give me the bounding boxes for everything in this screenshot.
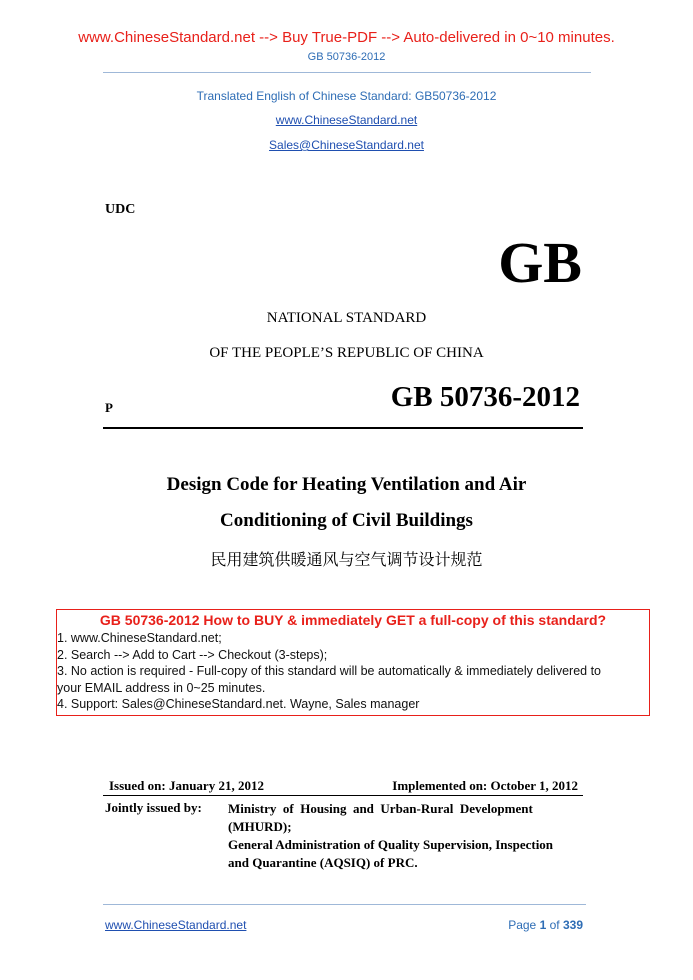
buy-step-3: 3. No action is required - Full-copy of this standard will be automatically & immediately delivered to [57,664,601,678]
issued-on: Issued on: January 21, 2012 [109,778,264,793]
buy-step-2: 2. Search --> Add to Cart --> Checkout (3-steps); [57,647,328,662]
national-standard: NATIONAL STANDARD [266,310,427,326]
issuer-2-line-2: and Quarantine (AQSIQ) of PRC. [228,855,418,870]
header-code: GB 50736-2012 [307,51,386,63]
website-link[interactable]: www.ChineseStandard.net [275,113,418,127]
cover-divider [103,427,583,429]
issuer-2-line-1: General Administration of Quality Supervision, Inspection [228,837,554,852]
page-prefix: Page [508,918,537,932]
page-of: of [549,918,560,932]
udc-label: UDC [105,202,136,217]
peoples-republic: OF THE PEOPLE’S REPUBLIC OF CHINA [209,345,484,361]
header-banner[interactable]: www.ChineseStandard.net --> Buy True-PDF --> Auto-delivered in 0~10 minutes. [78,29,615,46]
footer-divider [103,904,586,905]
issue-divider [103,795,583,796]
buy-steps [57,630,649,713]
buy-step-1[interactable]: 1. www.ChineseStandard.net; [57,631,222,645]
buy-box-title[interactable]: GB 50736-2012 How to BUY & immediately GET a full-copy of this standard? [99,612,607,628]
page-number: 1 [539,918,547,932]
buy-step-4: 4. Support: Sales@ChineseStandard.net. Wayne, Sales manager [57,697,420,711]
title-line-1: Design Code for Heating Ventilation and Air [166,474,527,495]
footer-website-link[interactable]: www.ChineseStandard.net [105,918,247,932]
title-line-2: Conditioning of Civil Buildings [220,510,473,531]
implemented-on: Implemented on: October 1, 2012 [392,778,578,793]
issuer-1-line-2: (MHURD); [228,819,292,834]
email-link[interactable]: Sales@ChineseStandard.net [269,138,424,152]
translated-line: Translated English of Chinese Standard: GB50736-2012 [196,89,497,103]
page-total: 339 [562,918,583,932]
buy-box [56,609,650,716]
header-divider [103,72,591,73]
standard-number: GB 50736-2012 [390,381,580,413]
gb-mark: GB [498,230,582,295]
title-chinese: 民用建筑供暖通风与空气调节设计规范 [210,550,483,569]
jointly-issued-label: Jointly issued by: [105,800,202,815]
p-label: P [105,400,113,415]
issuers [228,800,582,872]
page-indicator [0,918,583,932]
issuer-1-line-1: Ministry of Housing and Urban-Rural Development [228,801,533,816]
buy-step-3-cont: your EMAIL address in 0~25 minutes. [57,680,266,695]
